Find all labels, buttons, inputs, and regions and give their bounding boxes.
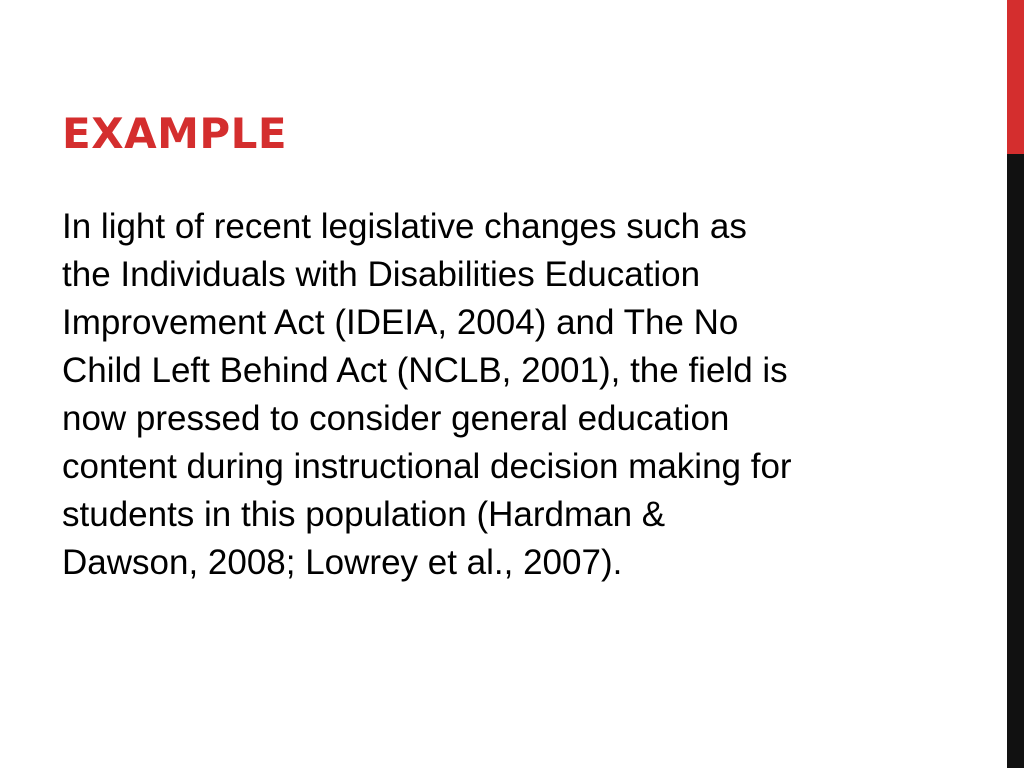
right-accent-bar [1007, 0, 1024, 768]
accent-bar-dark-segment [1007, 154, 1024, 768]
slide-title: EXAMPLE [62, 109, 288, 158]
body-line: the Individuals with Disabilities Education [62, 255, 701, 294]
body-line: In light of recent legislative changes such as [62, 207, 747, 246]
body-line: Improvement Act (IDEIA, 2004) and The No [62, 303, 739, 342]
accent-bar-red-segment [1007, 0, 1024, 154]
body-line: students in this population (Hardman & [62, 495, 666, 534]
body-line: content during instructional decision making for [62, 447, 792, 486]
body-line: Child Left Behind Act (NCLB, 2001), the field is [62, 351, 788, 390]
body-line: Dawson, 2008; Lowrey et al., 2007). [62, 543, 623, 582]
slide-body-text [62, 203, 932, 587]
body-line: now pressed to consider general education [62, 399, 730, 438]
